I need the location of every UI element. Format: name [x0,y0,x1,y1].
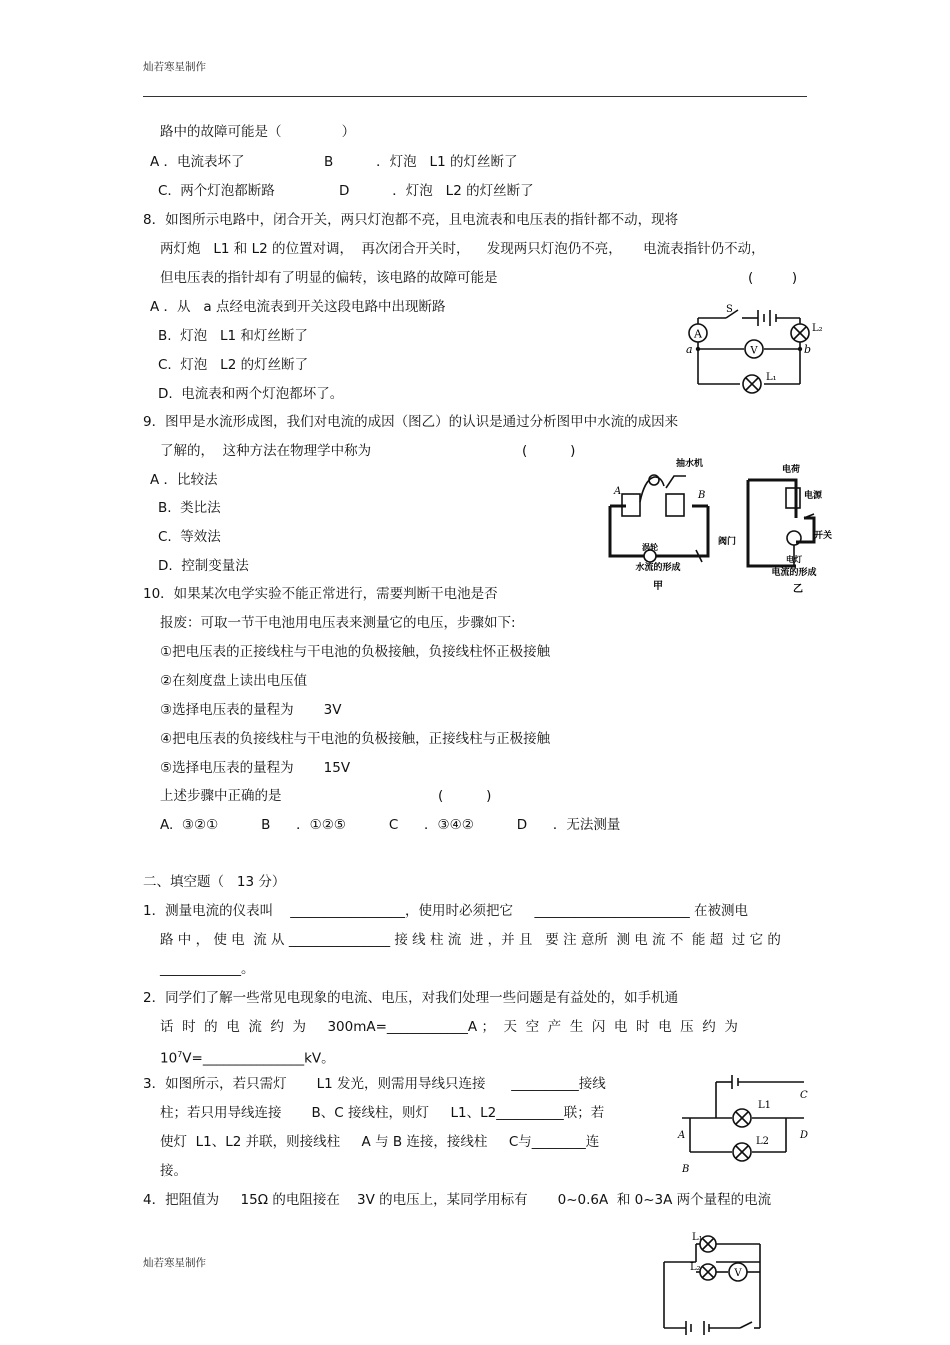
fill3-line1: 3．如图所示，若只需灯 L1 发光，则需用导线只连接 __________接线 [143,1076,606,1092]
q8-option-d: D. 电流表和两个灯泡都坏了。 [158,386,344,402]
q9-option-c: C. 等效法 [158,529,221,545]
q9-figure-right-label: 乙 [793,584,803,595]
q10-step-2: ②在刻度盘上读出电压值 [160,673,308,689]
fill3-line3: 使灯 L1、L2 并联，则接线柱 A 与 B 连接，接线柱 C与________连 [160,1134,600,1150]
fill2-line2: 话 时 的 电 流 约 为 300mA=____________A ； 天 空 产 生 闪 电 时 电 压 约 为 [160,1019,738,1035]
fill3-lamp1-label: L1 [758,1100,772,1111]
fill4-voltmeter-symbol: V [734,1268,742,1279]
q8-stem-line3: 但电压表的指针却有了明显的偏转，该电路的故障可能是 [160,270,498,286]
fill4-lamp2-label: L₂ [690,1262,701,1273]
q8-circuit-diagram [680,296,830,392]
fill3-terminal-c: C [800,1090,808,1101]
q10-stem-line1: 10．如果某次电学实验不能正常进行，需要判断干电池是否 [143,586,498,602]
fill3-terminal-d: D [800,1130,809,1141]
q10-options: A. ③②① B ．①②⑤ C ．③④② D ．无法测量 [160,817,621,833]
q9-switch-label: 开关 [814,531,833,541]
fill4-line1: 4．把阻值为 15Ω 的电阻接在 3V 的电压上，某同学用标有 0~0.6A 和 0~3A 两个量程的电流 [143,1192,772,1208]
header-watermark: 灿若寒星制作 [143,61,206,73]
q7-option-b: B ．灯泡 L1 的灯丝断了 [324,154,518,170]
q8-voltmeter-symbol: V [750,345,758,357]
q8-option-b: B. 灯泡 L1 和灯丝断了 [158,328,308,344]
q8-ammeter-symbol: A [694,327,702,341]
q10-step-1: ①把电压表的正接线柱与干电池的负极接触，负接线柱怀正极接触 [160,644,551,660]
q10-answer-paren: ( ) [438,788,492,804]
fill2-exponent: 7 [177,1050,183,1059]
q10-step-3: ③选择电压表的量程为 3V [160,702,342,718]
footer-watermark: 灿若寒星制作 [143,1257,206,1269]
q9-water-caption: 水流的形成 [635,563,681,573]
q9-option-b: B. 类比法 [158,500,221,516]
fill2-line1: 2．同学们了解一些常见电现象的电流、电压，对我们处理一些问题是有益处的，如手机通 [143,990,679,1006]
q9-stem-line1: 9．图甲是水流形成图，我们对电流的成因（图乙）的认识是通过分析图甲中水流的成因来 [143,414,679,430]
q10-step-5: ⑤选择电压表的量程为 15V [160,760,351,776]
q8-option-a: A ．从 a 点经电流表到开关这段电路中出现断路 [150,299,446,315]
fill3-circuit-diagram [676,1072,826,1176]
q7-option-a: A ．电流表坏了 [150,154,245,170]
q8-node-b: b [804,343,812,356]
q8-lamp1-label: L₁ [766,372,777,383]
q8-stem-line2: 两灯炮 L1 和 L2 的位置对调， 再次闭合开关时， 发现两只灯泡仍不亮， 电流表指针仍不动， [160,241,765,257]
q8-lamp2-label: L₂ [812,323,823,334]
fill3-terminal-a: A [678,1130,686,1141]
fill1-line2: 路 中 ， 使 电 流 从 _______________ 接 线 柱 流 进 ，并 且 要 注 意所 测 电 流 不 能 超 过 它 的 [160,932,781,948]
q9-current-caption: 电流的形成 [771,568,817,578]
q10-question: 上述步骤中正确的是 [160,788,282,804]
fill3-lamp2-label: L2 [756,1136,770,1147]
q9-point-a: A [614,486,622,497]
q8-answer-paren: ( ) [748,270,798,286]
q7-option-d: D ．灯泡 L2 的灯丝断了 [339,183,534,199]
q8-switch-label: S [726,304,733,315]
q9-source-label: 电源 [804,491,823,501]
q9-option-d: D. 控制变量法 [158,558,249,574]
fill4-lamp1-label: L₁ [692,1232,703,1243]
q9-figure-left-label: 甲 [653,581,663,592]
fill2-line3 [160,1046,335,1068]
q9-stem-line2: 了解的， 这种方法在物理学中称为 [160,443,372,459]
fill3-line4: 接。 [160,1163,187,1179]
q7-option-c: C. 两个灯泡都断路 [158,183,275,199]
q10-stem-line2: 报废：可取一节干电池用电压表来测量它的电压，步骤如下: [160,615,516,631]
q9-option-a: A ．比较法 [150,472,218,488]
fill3-terminal-b: B [682,1164,690,1175]
q8-node-a: a [686,343,693,356]
header-divider [143,96,807,97]
q9-pump-label: 抽水机 [676,459,704,469]
q10-step-4: ④把电压表的负接线柱与干电池的负极接触，正接线柱与正极接触 [160,731,551,747]
fill1-line3: ____________。 [160,961,255,977]
q8-option-c: C. 灯泡 L2 的灯丝断了 [158,357,309,373]
fill4-circuit-diagram [656,1232,796,1336]
q9-charge-label: 电荷 [782,465,801,475]
fill2-base: 10 [160,1050,178,1067]
q9-valve-label: 阀门 [718,537,737,547]
q9-analogy-figure [600,458,850,598]
q7-stem: 路中的故障可能是（ ） [160,124,356,140]
q9-point-b: B [698,490,706,501]
fill3-line2: 柱；若只用导线连接 B、C 接线柱，则灯 L1、L2__________联；若 [160,1105,605,1121]
fill1-line1: 1．测量电流的仪表叫 _________________，使用时必须把它 _______________________ 在被测电 [143,903,749,919]
q9-answer-paren: ( ) [522,443,576,459]
q9-turbine-label: 涡轮 [642,543,658,552]
q8-stem-line1: 8．如图所示电路中，闭合开关，两只灯泡都不亮，且电流表和电压表的指针都不动，现将 [143,212,679,228]
fill2-tail: V=_______________kV。 [182,1050,335,1067]
section-2-title: 二、填空题（ 13 分） [143,874,286,890]
q9-lamp-label: 电灯 [786,555,802,564]
